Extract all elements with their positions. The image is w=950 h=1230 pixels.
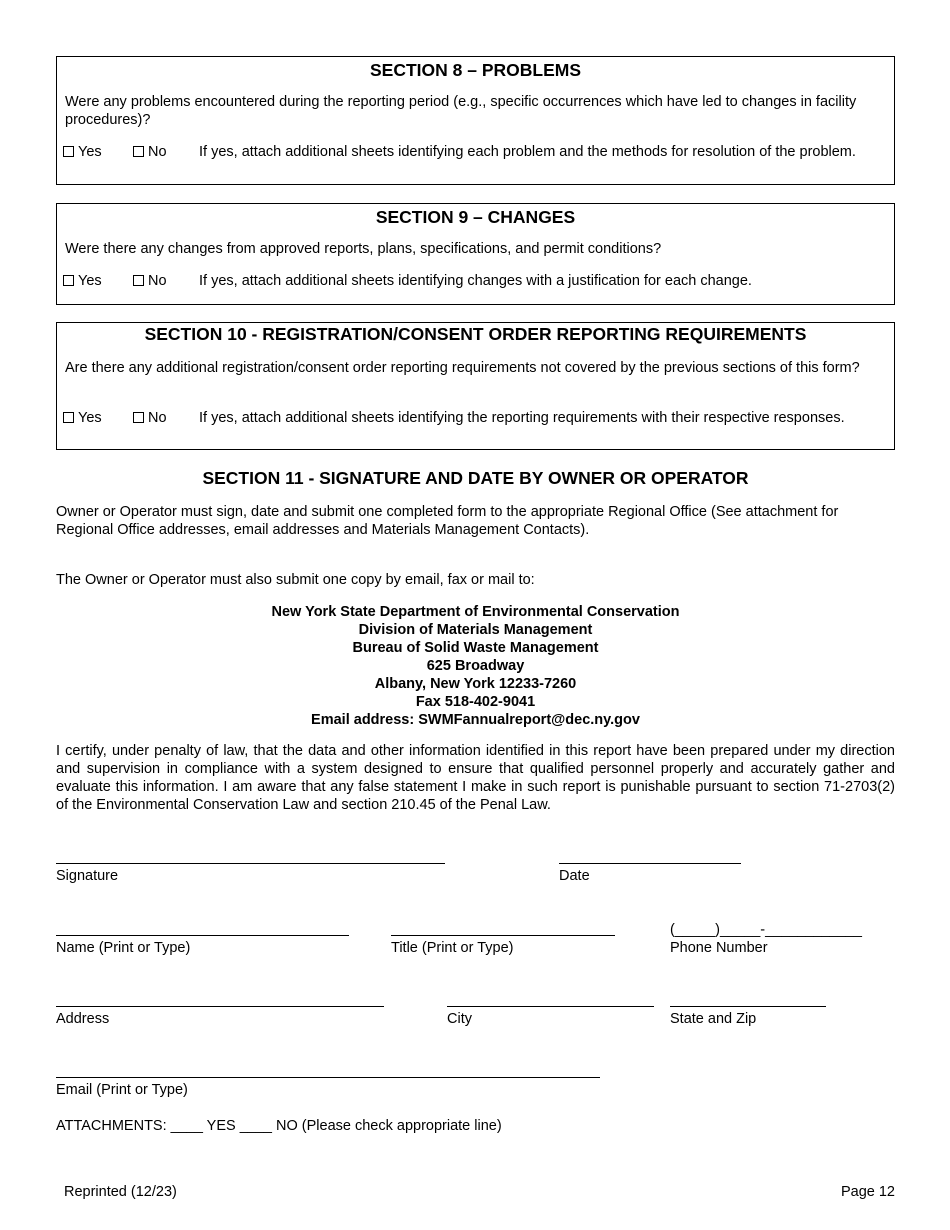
section-8-question: Were any problems encountered during the reporting period (e.g., specific occurrences which have led to changes in facility procedures)? bbox=[65, 94, 857, 128]
yes-label: Yes bbox=[78, 273, 102, 289]
email-label: Email (Print or Type) bbox=[56, 1082, 188, 1098]
section-9-title: SECTION 9 – CHANGES bbox=[375, 207, 576, 227]
email-line[interactable] bbox=[56, 1077, 600, 1078]
address-line-division: Division of Materials Management bbox=[358, 622, 593, 638]
name-line[interactable] bbox=[56, 935, 349, 936]
checkbox-icon[interactable] bbox=[133, 146, 144, 157]
date-label: Date bbox=[559, 868, 590, 884]
checkbox-icon[interactable] bbox=[133, 275, 144, 286]
section-8-note: If yes, attach additional sheets identifying each problem and the methods for resolution of the problem. bbox=[199, 144, 856, 160]
checkbox-icon[interactable] bbox=[63, 146, 74, 157]
signature-line[interactable] bbox=[56, 863, 445, 864]
yes-label: Yes bbox=[78, 410, 102, 426]
section-10-title: SECTION 10 - REGISTRATION/CONSENT ORDER REPORTING REQUIREMENTS bbox=[144, 324, 807, 344]
mailing-address bbox=[56, 603, 895, 729]
address-line[interactable] bbox=[56, 1006, 384, 1007]
address-line-email: Email address: SWMFannualreport@dec.ny.gov bbox=[311, 712, 640, 728]
section-9-note: If yes, attach additional sheets identifying changes with a justification for each change. bbox=[199, 273, 752, 289]
section-10-box bbox=[56, 322, 895, 450]
page-number: Page 12 bbox=[840, 1184, 895, 1200]
state-zip-line[interactable] bbox=[670, 1006, 826, 1007]
address-line-street: 625 Broadway bbox=[426, 658, 525, 674]
section-11-instructions: Owner or Operator must sign, date and submit one completed form to the appropriate Regional Office (See attachment for Regional Office addresses, email addresses and Materials Management Contacts). bbox=[56, 504, 839, 538]
section-9-box bbox=[56, 203, 895, 305]
no-label: No bbox=[148, 410, 167, 426]
address-line-agency: New York State Department of Environmental Conservation bbox=[271, 604, 680, 620]
date-line[interactable] bbox=[559, 863, 741, 864]
section-8-no-option[interactable] bbox=[133, 143, 167, 161]
no-label: No bbox=[148, 273, 167, 289]
section-11-title: SECTION 11 - SIGNATURE AND DATE BY OWNER OR OPERATOR bbox=[202, 468, 749, 488]
section-8-title: SECTION 8 – PROBLEMS bbox=[369, 60, 581, 80]
signature-label: Signature bbox=[56, 868, 119, 884]
city-line[interactable] bbox=[447, 1006, 654, 1007]
yes-label: Yes bbox=[78, 144, 102, 160]
reprinted-date: Reprinted (12/23) bbox=[64, 1184, 177, 1200]
checkbox-icon[interactable] bbox=[63, 275, 74, 286]
phone-label: Phone Number bbox=[670, 940, 768, 956]
address-label: Address bbox=[56, 1011, 110, 1027]
city-label: City bbox=[447, 1011, 472, 1027]
state-zip-label: State and Zip bbox=[670, 1011, 757, 1027]
section-8-box bbox=[56, 56, 895, 185]
attachments-line[interactable]: ATTACHMENTS: ____ YES ____ NO (Please check appropriate line) bbox=[56, 1118, 502, 1134]
checkbox-icon[interactable] bbox=[133, 412, 144, 423]
address-line-bureau: Bureau of Solid Waste Management bbox=[352, 640, 599, 656]
section-10-no-option[interactable] bbox=[133, 409, 167, 427]
section-10-yes-option[interactable] bbox=[63, 409, 102, 427]
section-10-note: If yes, attach additional sheets identifying the reporting requirements with their respective responses. bbox=[199, 410, 845, 426]
no-label: No bbox=[148, 144, 167, 160]
section-9-yes-option[interactable] bbox=[63, 272, 102, 290]
address-line-fax: Fax 518-402-9041 bbox=[415, 694, 536, 710]
section-8-yes-option[interactable] bbox=[63, 143, 102, 161]
checkbox-icon[interactable] bbox=[63, 412, 74, 423]
title-label: Title (Print or Type) bbox=[391, 940, 514, 956]
name-label: Name (Print or Type) bbox=[56, 940, 191, 956]
address-line-city: Albany, New York 12233-7260 bbox=[374, 676, 577, 692]
phone-field[interactable]: (_____)_____-____________ bbox=[670, 922, 862, 938]
section-9-question: Were there any changes from approved reports, plans, specifications, and permit conditions? bbox=[65, 241, 662, 257]
certification-statement: I certify, under penalty of law, that the data and other information identified in this report have been prepared under my direction and supervision in compliance with a system designed to ensure that qualified personnel properly and accurately gather and evaluate this information. I am aware that any false statement I make in such report is punishable pursuant to section 71-2703(2) of the Environmental Conservation Law and section 210.45 of the Penal Law. bbox=[56, 743, 895, 813]
section-9-no-option[interactable] bbox=[133, 272, 167, 290]
form-page bbox=[56, 0, 895, 1230]
section-11-copy-instructions: The Owner or Operator must also submit one copy by email, fax or mail to: bbox=[56, 572, 535, 588]
section-10-question: Are there any additional registration/consent order reporting requirements not covered by the previous sections of this form? bbox=[65, 360, 860, 376]
title-line[interactable] bbox=[391, 935, 615, 936]
